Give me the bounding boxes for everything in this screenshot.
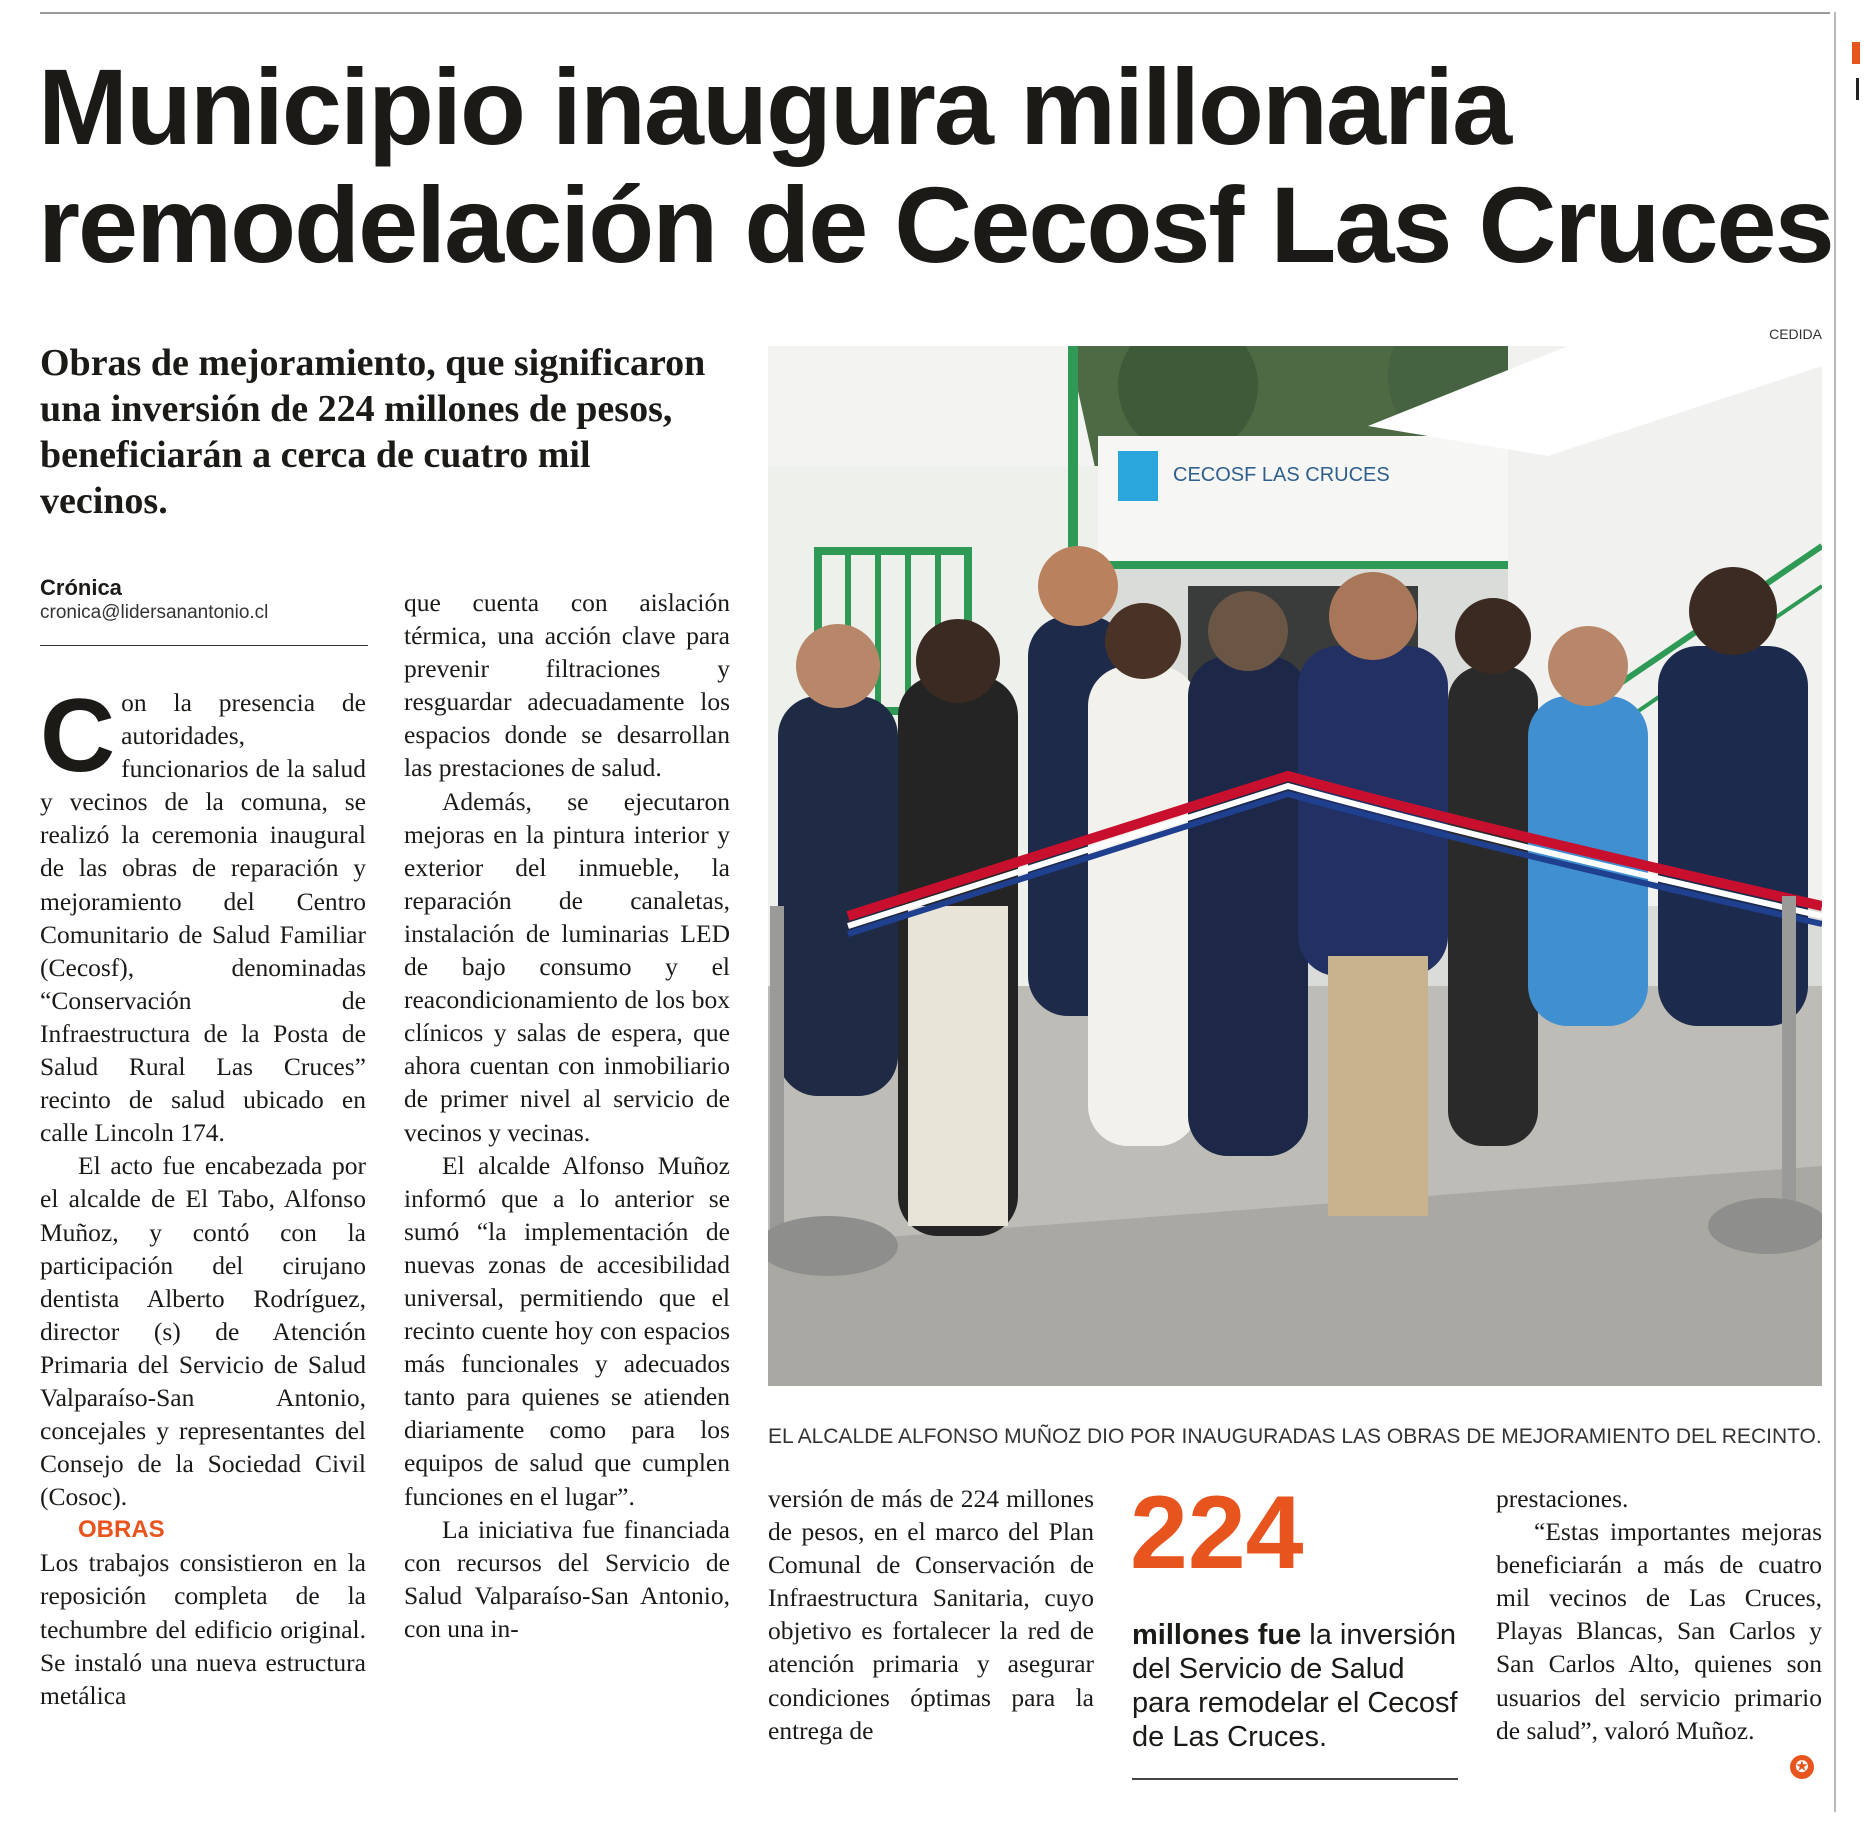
factbox-number: 224 — [1130, 1475, 1304, 1591]
section-subhead: OBRAS — [78, 1516, 165, 1544]
factbox-body-text: la inversión del Servicio de Salud para remodelar el Cecosf de Las Cruces. — [1132, 1619, 1458, 1753]
deck-subtitle: Obras de mejoramiento, que significaron una inversión de 224 millones de pesos, beneficiarán a cerca de cuatro mil vecinos. — [40, 342, 706, 522]
page-edge-mark — [1852, 42, 1860, 64]
paragraph-1-text: on la presencia de autoridades, funcionarios de la salud y vecinos de la comuna, se realizó la ceremonia inaugural de las obras de reparación y mejoramiento del Centro Comunitario de Salud Familiar (Cecosf), denominadas “Conservación de Infraestructura de la Posta de Salud Rural Las Cruces” recinto de salud ubicado en calle Lincoln 174. — [40, 688, 366, 1148]
byline-name: Crónica — [40, 575, 122, 600]
paragraph-6: El alcalde Alfonso Muñoz informó que a lo anterior se sumó “la implementación de nuevas zonas de accesibilidad universal, permitiendo que el recinto cuente hoy con espacios más funcionales y adecuados tanto para quienes se atienden diariamente como para los equipos de salud que cumplen funciones en el lugar”. — [404, 1150, 730, 1511]
end-mark-icon: ✪ — [1790, 1755, 1814, 1779]
byline-email: cronica@lidersanantonio.cl — [40, 602, 269, 623]
headline — [38, 48, 1838, 284]
paragraph-10: “Estas importantes mejoras beneficiarán a más de cuatro mil vecinos de Las Cruces, Playas Blancas, San Carlos y San Carlos Alto, quienes son usuarios del servicio primario de salud”, valoró Muñoz. — [1496, 1517, 1822, 1745]
headline-line-1: Municipio inaugura millonaria — [38, 46, 1511, 167]
page-edge-mark-dark — [1856, 78, 1859, 100]
article-column-2 — [404, 586, 730, 1788]
dropcap: C — [40, 686, 116, 794]
paragraph-5: Además, se ejecutaron mejoras en la pintura interior y exterior del inmueble, la reparación de canaletas, instalación de luminarias LED de bajo consumo y el reacondicionamiento de los box clínicos y salas de espera, que ahora cuentan con inmobiliario de primer nivel al servicio de vecinos y vecinas. — [404, 786, 730, 1147]
paragraph-8: versión de más de 224 millones de pesos, en el marco del Plan Comunal de Conservación de Infraestructura Sanitaria, cuyo objetivo es fortalecer la red de atención primaria y asegurar condiciones óptimas para la entrega de — [768, 1484, 1094, 1745]
paragraph-4: que cuenta con aislación térmica, una acción clave para prevenir filtraciones y resguardar adecuadamente los espacios donde se desarrollan las prestaciones de salud. — [404, 588, 730, 783]
article-column-1 — [40, 686, 366, 1788]
top-rule — [40, 12, 1830, 14]
paragraph-intro — [40, 686, 366, 1149]
article-column-3 — [768, 1482, 1094, 1782]
article-column-5 — [1496, 1482, 1822, 1782]
byline-rule — [40, 645, 368, 646]
factbox-text — [1132, 1618, 1462, 1754]
factbox-bold-text: millones fue — [1132, 1619, 1302, 1651]
byline — [40, 575, 370, 625]
headline-line-2: remodelación de Cecosf Las Cruces — [38, 164, 1833, 285]
paragraph-7: La iniciativa fue financiada con recursos del Servicio de Salud Valparaíso-San Antonio, con una in- — [404, 1514, 730, 1643]
paragraph-2: El acto fue encabezada por el alcalde de El Tabo, Alfonso Muñoz, y contó con la participación del cirujano dentista Alberto Rodríguez, director (s) de Atención Primaria del Servicio de Salud Valparaíso-San Antonio, concejales y representantes del Consejo de la Sociedad Civil (Cosoc). — [40, 1151, 366, 1512]
factbox-rule — [1132, 1778, 1458, 1780]
photo-caption: EL ALCALDE ALFONSO MUÑOZ DIO POR INAUGURADAS LAS OBRAS DE MEJORAMIENTO DEL RECINTO. — [768, 1425, 1822, 1448]
cecosf-sign-text: CECOSF LAS CRUCES — [1173, 464, 1390, 486]
ceremony-photo — [768, 346, 1822, 1386]
photo-credit: CEDIDA — [1769, 326, 1822, 342]
paragraph-3: Los trabajos consistieron en la reposición completa de la techumbre del edificio original. Se instaló una nueva estructura metálica — [40, 1548, 366, 1710]
paragraph-9: prestaciones. — [1496, 1484, 1629, 1513]
